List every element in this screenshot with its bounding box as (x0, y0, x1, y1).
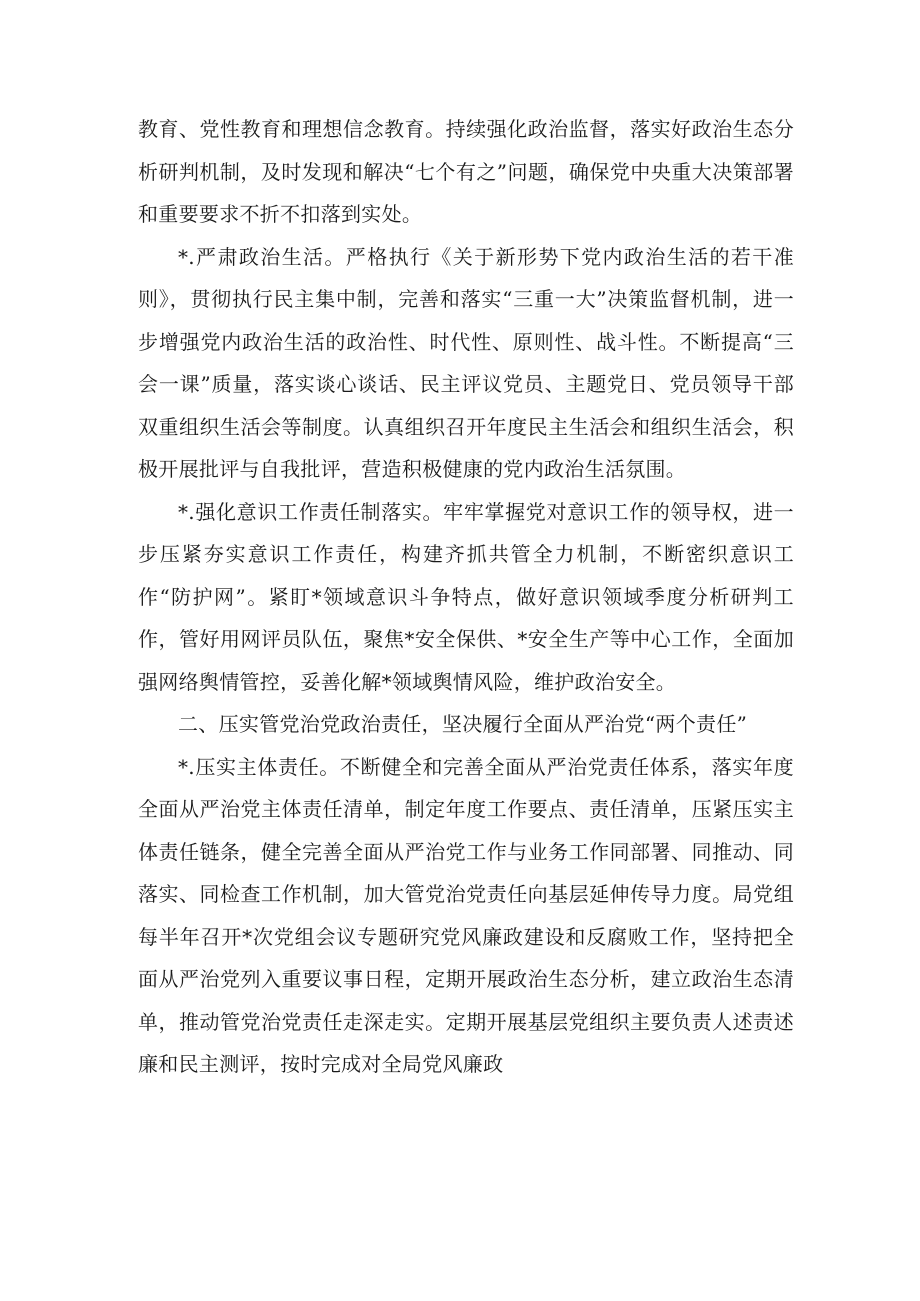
paragraph-political-life: *.严肃政治生活。严格执行《关于新形势下党内政治生活的若干准则》，贯彻执行民主集中制，完善和落实“三重一大”决策监督机制，进一步增强党内政治生活的政治性、时代性、原则性、战斗性。不断提高“三会一课”质量，落实谈心谈话、民主评议党员、主题党日、党员领导干部双重组织生活会等制度。认真组织召开年度民主生活会和组织生活会，积极开展批评与自我批评，营造积极健康的党内政治生活氛围。 (138, 244, 794, 481)
section-heading-two: 二、压实管党治党政治责任，坚决履行全面从严治党“两个责任” (178, 712, 748, 736)
paragraph-ideology-responsibility: *.强化意识工作责任制落实。牢牢掌握党对意识工作的领导权，进一步压紧夯实意识工作责任，构建齐抓共管全力机制，不断密织意识工作“防护网”。紧盯*领域意识斗争特点，做好意识领域季度分析研判工作，管好用网评员队伍，聚焦*安全保供、*安全生产等中心工作，全面加强网络舆情管控，妥善化解*领域舆情风险，维护政治安全。 (138, 499, 794, 694)
paragraph-continuation: 教育、党性教育和理想信念教育。持续强化政治监督，落实好政治生态分析研判机制，及时发现和解决“七个有之”问题，确保党中央重大决策部署和重要要求不折不扣落到实处。 (138, 117, 794, 226)
paragraph-main-responsibility: *.压实主体责任。不断健全和完善全面从严治党责任体系，落实年度全面从严治党主体责任清单，制定年度工作要点、责任清单，压紧压实主体责任链条，健全完善全面从严治党工作与业务工作同部署、同推动、同落实、同检查工作机制，加大管党治党责任向基层延伸传导力度。局党组每半年召开*次党组会议专题研究党风廉政建设和反腐败工作，坚持把全面从严治党列入重要议事日程，定期开展政治生态分析，建立政治生态清单，推动管党治党责任走深走实。定期开展基层党组织主要负责人述责述廉和民主测评，按时完成对全局党风廉政 (138, 754, 794, 1076)
document-body (138, 108, 794, 1086)
